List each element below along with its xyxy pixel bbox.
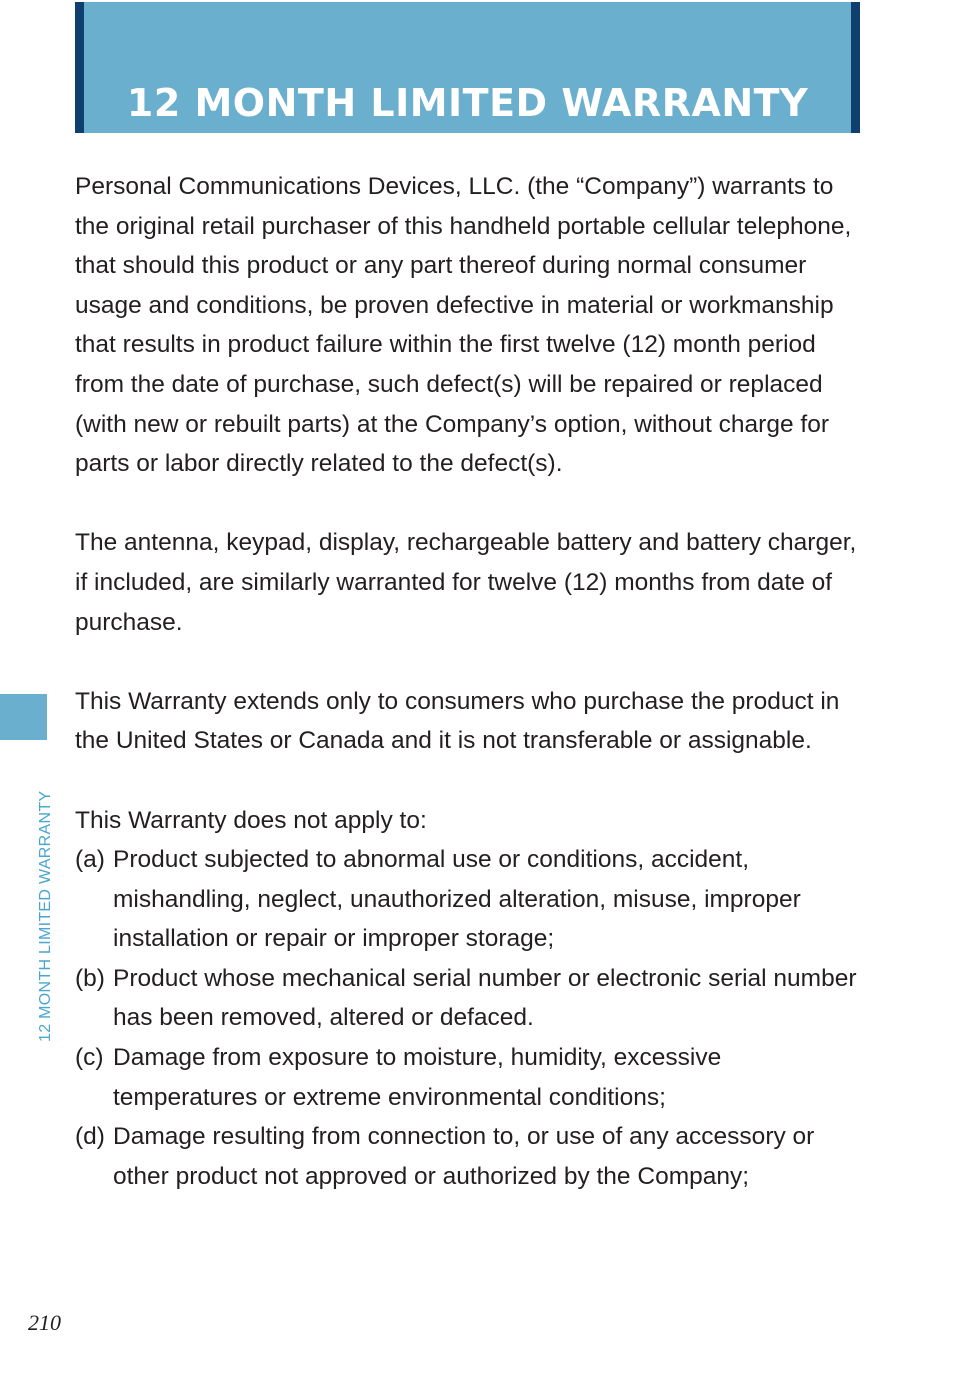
exclusions-list bbox=[75, 840, 865, 1196]
section-title: 12 MONTH LIMITED WARRANTY bbox=[126, 81, 809, 125]
warranty-paragraph: This Warranty extends only to consumers who purchase the product in the United States or Canada and it is not transferable or assignable. bbox=[75, 687, 840, 755]
warranty-paragraph: Personal Communications Devices, LLC. (the “Company”) warrants to the original retail purchaser of this handheld portable cellular telephone, that should this product or any part thereof during normal consumer usage and conditions, be proven defective in material or workmanship that results in product failure within the first twelve (12) month period from the date of purchase, such defect(s) will be repaired or replaced (with new or rebuilt parts) at the Company’s option, without charge for parts or labor directly related to the defect(s). bbox=[75, 173, 852, 478]
list-item bbox=[75, 840, 865, 959]
list-item-text: Damage resulting from connection to, or use of any accessory or other product not approved or authorized by the Company; bbox=[113, 1123, 815, 1190]
list-item-label: (b) bbox=[75, 964, 105, 992]
list-item bbox=[75, 959, 865, 1038]
list-item-label: (c) bbox=[75, 1044, 104, 1072]
section-header-bar bbox=[75, 2, 860, 133]
warranty-paragraph: The antenna, keypad, display, rechargeable battery and battery charger, if included, are similarly warranted for twelve (12) months from date of purchase. bbox=[75, 529, 857, 636]
warranty-body bbox=[75, 167, 865, 1196]
list-item-label: (a) bbox=[75, 846, 105, 874]
list-item-text: Product whose mechanical serial number or electronic serial number has been removed, altered or defaced. bbox=[113, 964, 857, 1032]
list-item-label: (d) bbox=[75, 1123, 105, 1151]
list-item bbox=[75, 1117, 865, 1196]
side-tab-marker bbox=[0, 694, 47, 740]
page-number: 210 bbox=[28, 1310, 61, 1335]
exclusions-intro: This Warranty does not apply to: bbox=[75, 806, 427, 834]
list-item bbox=[75, 1038, 865, 1117]
list-item-text: Damage from exposure to moisture, humidity, excessive temperatures or extreme environmental conditions; bbox=[113, 1044, 722, 1111]
list-item-text: Product subjected to abnormal use or conditions, accident, mishandling, neglect, unauthorized alteration, misuse, improper installation or repair or improper storage; bbox=[113, 846, 801, 953]
side-tab-label: 12 MONTH LIMITED WARRANTY bbox=[37, 790, 54, 1042]
